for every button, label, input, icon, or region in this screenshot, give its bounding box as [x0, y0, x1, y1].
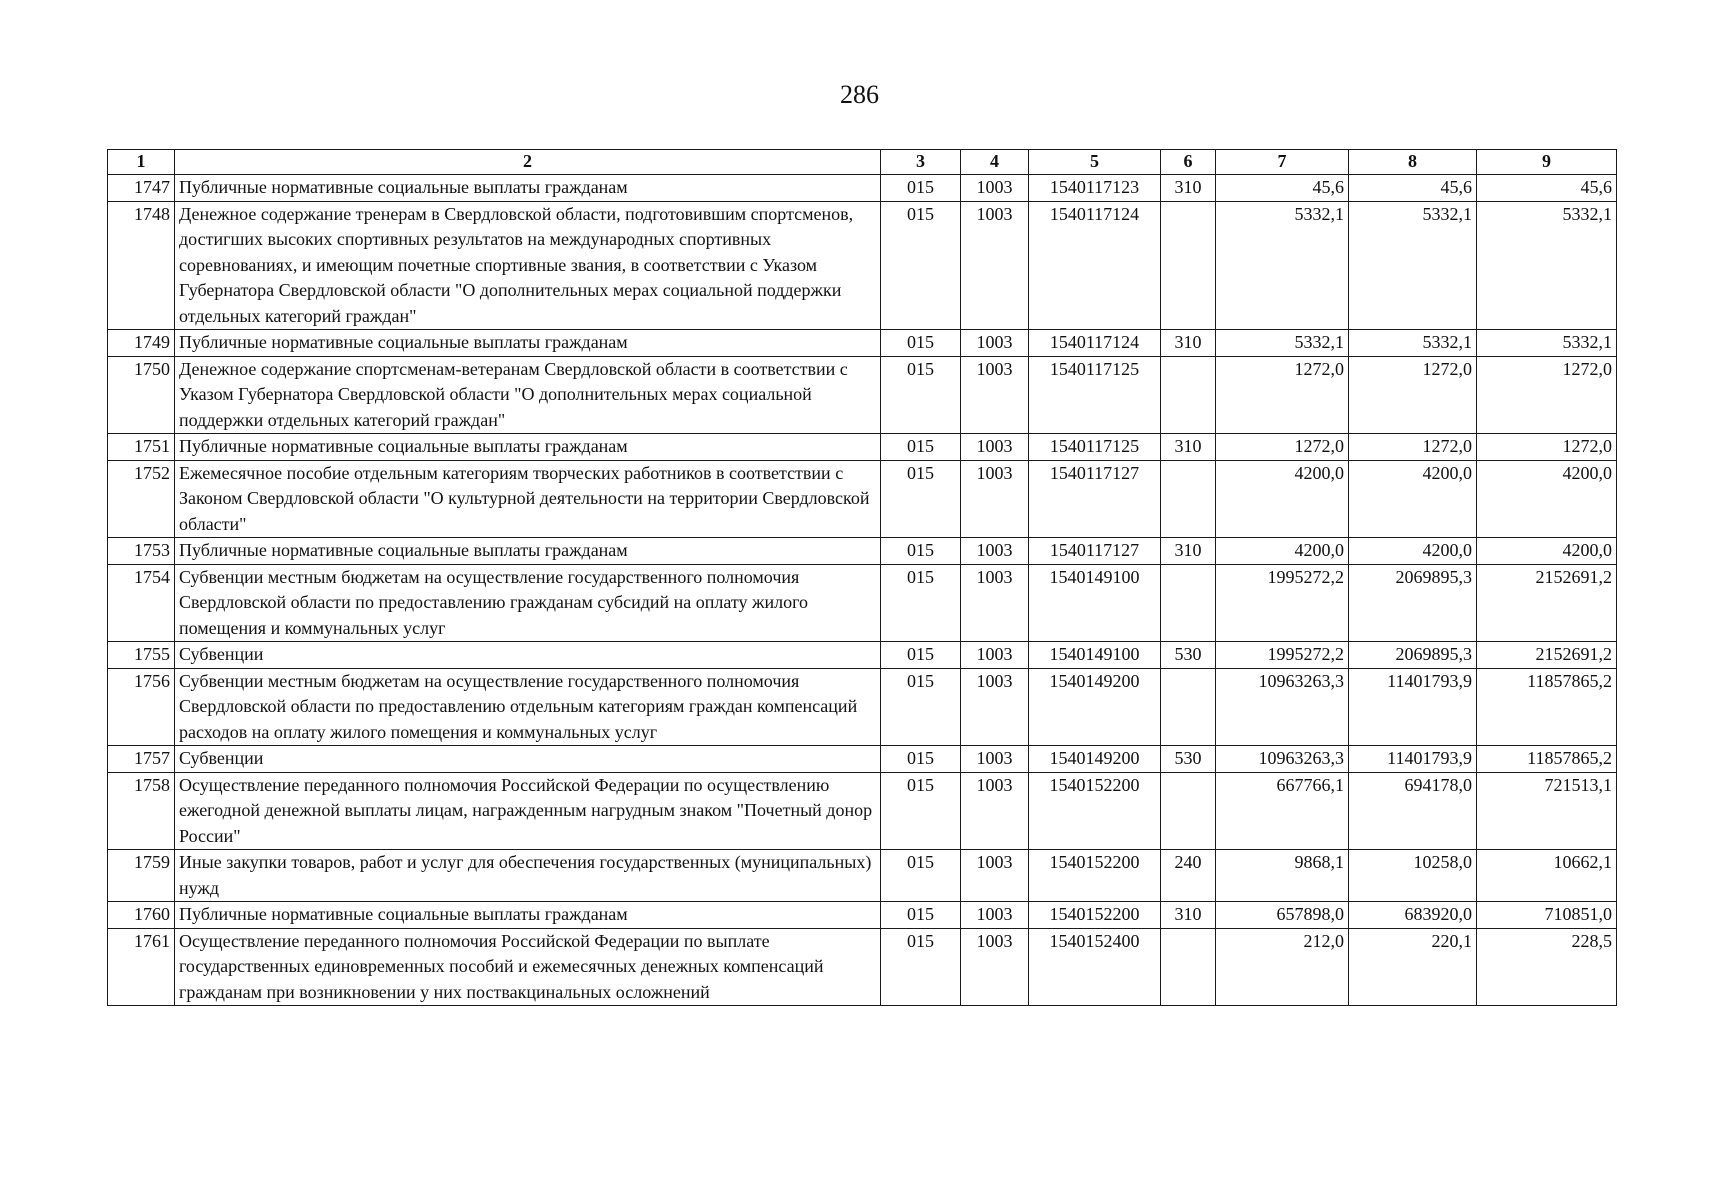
- amount-year-2-cell: 1272,0: [1349, 356, 1477, 434]
- section-code-cell: 1003: [961, 850, 1029, 902]
- amount-year-1-cell: 45,6: [1216, 175, 1349, 202]
- row-name-cell: Публичные нормативные социальные выплаты гражданам: [175, 538, 881, 565]
- expense-type-cell: [1161, 668, 1216, 746]
- row-name-cell: Иные закупки товаров, работ и услуг для обеспечения государственных (муниципальных) нужд: [175, 850, 881, 902]
- ministry-code-cell: 015: [881, 434, 961, 461]
- target-code-cell: 1540117127: [1029, 460, 1161, 538]
- row-name-cell: Денежное содержание тренерам в Свердловской области, подготовившим спортсменов, достигших высоких спортивных результатов на международных спортивных соревнованиях, и имеющим почетные спортивные звания, в соответствии с Указом Губернатора Свердловской области "О дополнительных мерах социальной поддержки отдельных категорий граждан": [175, 201, 881, 330]
- table-row: [108, 928, 1617, 1006]
- row-name-cell: Публичные нормативные социальные выплаты гражданам: [175, 330, 881, 357]
- amount-year-3-cell: 45,6: [1477, 175, 1617, 202]
- target-code-cell: 1540117125: [1029, 356, 1161, 434]
- section-code-cell: 1003: [961, 928, 1029, 1006]
- table-row: [108, 201, 1617, 330]
- target-code-cell: 1540152200: [1029, 850, 1161, 902]
- amount-year-1-cell: 1272,0: [1216, 356, 1349, 434]
- amount-year-1-cell: 1272,0: [1216, 434, 1349, 461]
- column-header: 9: [1477, 150, 1617, 175]
- column-header: 2: [175, 150, 881, 175]
- section-code-cell: 1003: [961, 460, 1029, 538]
- amount-year-1-cell: 5332,1: [1216, 330, 1349, 357]
- section-code-cell: 1003: [961, 201, 1029, 330]
- column-header: 8: [1349, 150, 1477, 175]
- expense-type-cell: [1161, 356, 1216, 434]
- amount-year-2-cell: 10258,0: [1349, 850, 1477, 902]
- table-row: [108, 668, 1617, 746]
- amount-year-3-cell: 228,5: [1477, 928, 1617, 1006]
- row-name-cell: Денежное содержание спортсменам-ветеранам Свердловской области в соответствии с Указом Губернатора Свердловской области "О дополнительных мерах социальной поддержки отдельных категорий граждан": [175, 356, 881, 434]
- amount-year-3-cell: 2152691,2: [1477, 564, 1617, 642]
- amount-year-2-cell: 45,6: [1349, 175, 1477, 202]
- section-code-cell: 1003: [961, 746, 1029, 773]
- table-row: [108, 330, 1617, 357]
- amount-year-2-cell: 2069895,3: [1349, 642, 1477, 669]
- row-number-cell: 1747: [108, 175, 175, 202]
- amount-year-1-cell: 212,0: [1216, 928, 1349, 1006]
- table-row: [108, 850, 1617, 902]
- ministry-code-cell: 015: [881, 746, 961, 773]
- amount-year-3-cell: 1272,0: [1477, 356, 1617, 434]
- column-header: 4: [961, 150, 1029, 175]
- expense-type-cell: 310: [1161, 330, 1216, 357]
- expense-type-cell: [1161, 564, 1216, 642]
- row-name-cell: Субвенции местным бюджетам на осуществление государственного полномочия Свердловской области по предоставлению гражданам субсидий на оплату жилого помещения и коммунальных услуг: [175, 564, 881, 642]
- amount-year-3-cell: 5332,1: [1477, 330, 1617, 357]
- row-number-cell: 1755: [108, 642, 175, 669]
- table-row: [108, 564, 1617, 642]
- amount-year-3-cell: 5332,1: [1477, 201, 1617, 330]
- row-name-cell: Осуществление переданного полномочия Российской Федерации по выплате государственных единовременных пособий и ежемесячных денежных компенсаций гражданам при возникновении у них поствакцинальных осложнений: [175, 928, 881, 1006]
- ministry-code-cell: 015: [881, 772, 961, 850]
- expense-type-cell: 530: [1161, 746, 1216, 773]
- row-number-cell: 1761: [108, 928, 175, 1006]
- ministry-code-cell: 015: [881, 356, 961, 434]
- section-code-cell: 1003: [961, 772, 1029, 850]
- amount-year-1-cell: 1995272,2: [1216, 564, 1349, 642]
- row-number-cell: 1750: [108, 356, 175, 434]
- row-number-cell: 1749: [108, 330, 175, 357]
- expense-type-cell: 240: [1161, 850, 1216, 902]
- column-header: 6: [1161, 150, 1216, 175]
- target-code-cell: 1540149200: [1029, 668, 1161, 746]
- amount-year-2-cell: 4200,0: [1349, 460, 1477, 538]
- target-code-cell: 1540117127: [1029, 538, 1161, 565]
- target-code-cell: 1540117123: [1029, 175, 1161, 202]
- amount-year-3-cell: 10662,1: [1477, 850, 1617, 902]
- table-row: [108, 175, 1617, 202]
- row-number-cell: 1748: [108, 201, 175, 330]
- row-name-cell: Публичные нормативные социальные выплаты гражданам: [175, 175, 881, 202]
- table-row: [108, 356, 1617, 434]
- expense-type-cell: [1161, 201, 1216, 330]
- target-code-cell: 1540117125: [1029, 434, 1161, 461]
- amount-year-3-cell: 1272,0: [1477, 434, 1617, 461]
- column-header: 7: [1216, 150, 1349, 175]
- target-code-cell: 1540152200: [1029, 772, 1161, 850]
- row-number-cell: 1752: [108, 460, 175, 538]
- target-code-cell: 1540149200: [1029, 746, 1161, 773]
- amount-year-2-cell: 2069895,3: [1349, 564, 1477, 642]
- expense-type-cell: 310: [1161, 434, 1216, 461]
- ministry-code-cell: 015: [881, 538, 961, 565]
- table-row: [108, 460, 1617, 538]
- amount-year-2-cell: 11401793,9: [1349, 668, 1477, 746]
- amount-year-3-cell: 4200,0: [1477, 460, 1617, 538]
- expense-type-cell: [1161, 928, 1216, 1006]
- ministry-code-cell: 015: [881, 928, 961, 1006]
- ministry-code-cell: 015: [881, 642, 961, 669]
- column-header: 5: [1029, 150, 1161, 175]
- row-number-cell: 1759: [108, 850, 175, 902]
- amount-year-2-cell: 683920,0: [1349, 902, 1477, 929]
- amount-year-2-cell: 5332,1: [1349, 201, 1477, 330]
- amount-year-2-cell: 5332,1: [1349, 330, 1477, 357]
- amount-year-1-cell: 4200,0: [1216, 460, 1349, 538]
- ministry-code-cell: 015: [881, 850, 961, 902]
- row-name-cell: Субвенции: [175, 642, 881, 669]
- ministry-code-cell: 015: [881, 668, 961, 746]
- expense-type-cell: 530: [1161, 642, 1216, 669]
- section-code-cell: 1003: [961, 902, 1029, 929]
- section-code-cell: 1003: [961, 356, 1029, 434]
- amount-year-2-cell: 11401793,9: [1349, 746, 1477, 773]
- amount-year-2-cell: 4200,0: [1349, 538, 1477, 565]
- table-header: [108, 150, 1617, 175]
- target-code-cell: 1540117124: [1029, 201, 1161, 330]
- budget-table: [107, 149, 1617, 1006]
- amount-year-3-cell: 2152691,2: [1477, 642, 1617, 669]
- column-header: 1: [108, 150, 175, 175]
- row-name-cell: Ежемесячное пособие отдельным категориям творческих работников в соответствии с Законом Свердловской области "О культурной деятельности на территории Свердловской области": [175, 460, 881, 538]
- ministry-code-cell: 015: [881, 902, 961, 929]
- amount-year-1-cell: 10963263,3: [1216, 746, 1349, 773]
- header-row: [108, 150, 1617, 175]
- row-name-cell: Публичные нормативные социальные выплаты гражданам: [175, 902, 881, 929]
- target-code-cell: 1540152400: [1029, 928, 1161, 1006]
- row-number-cell: 1756: [108, 668, 175, 746]
- section-code-cell: 1003: [961, 642, 1029, 669]
- amount-year-1-cell: 9868,1: [1216, 850, 1349, 902]
- row-number-cell: 1754: [108, 564, 175, 642]
- target-code-cell: 1540149100: [1029, 564, 1161, 642]
- section-code-cell: 1003: [961, 564, 1029, 642]
- amount-year-2-cell: 220,1: [1349, 928, 1477, 1006]
- table-row: [108, 538, 1617, 565]
- row-name-cell: Публичные нормативные социальные выплаты гражданам: [175, 434, 881, 461]
- row-name-cell: Осуществление переданного полномочия Российской Федерации по осуществлению ежегодной денежной выплаты лицам, награжденным нагрудным знаком "Почетный донор России": [175, 772, 881, 850]
- amount-year-2-cell: 1272,0: [1349, 434, 1477, 461]
- table-row: [108, 642, 1617, 669]
- table-body: [108, 175, 1617, 1006]
- table-row: [108, 746, 1617, 773]
- section-code-cell: 1003: [961, 538, 1029, 565]
- row-number-cell: 1753: [108, 538, 175, 565]
- target-code-cell: 1540149100: [1029, 642, 1161, 669]
- amount-year-1-cell: 5332,1: [1216, 201, 1349, 330]
- section-code-cell: 1003: [961, 175, 1029, 202]
- column-header: 3: [881, 150, 961, 175]
- amount-year-1-cell: 1995272,2: [1216, 642, 1349, 669]
- amount-year-1-cell: 10963263,3: [1216, 668, 1349, 746]
- amount-year-1-cell: 667766,1: [1216, 772, 1349, 850]
- row-number-cell: 1757: [108, 746, 175, 773]
- section-code-cell: 1003: [961, 330, 1029, 357]
- ministry-code-cell: 015: [881, 201, 961, 330]
- amount-year-3-cell: 11857865,2: [1477, 746, 1617, 773]
- amount-year-3-cell: 11857865,2: [1477, 668, 1617, 746]
- amount-year-3-cell: 721513,1: [1477, 772, 1617, 850]
- row-name-cell: Субвенции местным бюджетам на осуществление государственного полномочия Свердловской области по предоставлению отдельным категориям граждан компенсаций расходов на оплату жилого помещения и коммунальных услуг: [175, 668, 881, 746]
- section-code-cell: 1003: [961, 668, 1029, 746]
- row-number-cell: 1751: [108, 434, 175, 461]
- table-row: [108, 772, 1617, 850]
- ministry-code-cell: 015: [881, 330, 961, 357]
- table-row: [108, 434, 1617, 461]
- page-number: 286: [840, 80, 879, 109]
- expense-type-cell: 310: [1161, 902, 1216, 929]
- target-code-cell: 1540117124: [1029, 330, 1161, 357]
- ministry-code-cell: 015: [881, 564, 961, 642]
- amount-year-3-cell: 710851,0: [1477, 902, 1617, 929]
- section-code-cell: 1003: [961, 434, 1029, 461]
- expense-type-cell: [1161, 772, 1216, 850]
- ministry-code-cell: 015: [881, 175, 961, 202]
- expense-type-cell: [1161, 460, 1216, 538]
- amount-year-3-cell: 4200,0: [1477, 538, 1617, 565]
- row-number-cell: 1758: [108, 772, 175, 850]
- amount-year-2-cell: 694178,0: [1349, 772, 1477, 850]
- expense-type-cell: 310: [1161, 538, 1216, 565]
- row-name-cell: Субвенции: [175, 746, 881, 773]
- amount-year-1-cell: 657898,0: [1216, 902, 1349, 929]
- target-code-cell: 1540152200: [1029, 902, 1161, 929]
- expense-type-cell: 310: [1161, 175, 1216, 202]
- ministry-code-cell: 015: [881, 460, 961, 538]
- table-row: [108, 902, 1617, 929]
- row-number-cell: 1760: [108, 902, 175, 929]
- amount-year-1-cell: 4200,0: [1216, 538, 1349, 565]
